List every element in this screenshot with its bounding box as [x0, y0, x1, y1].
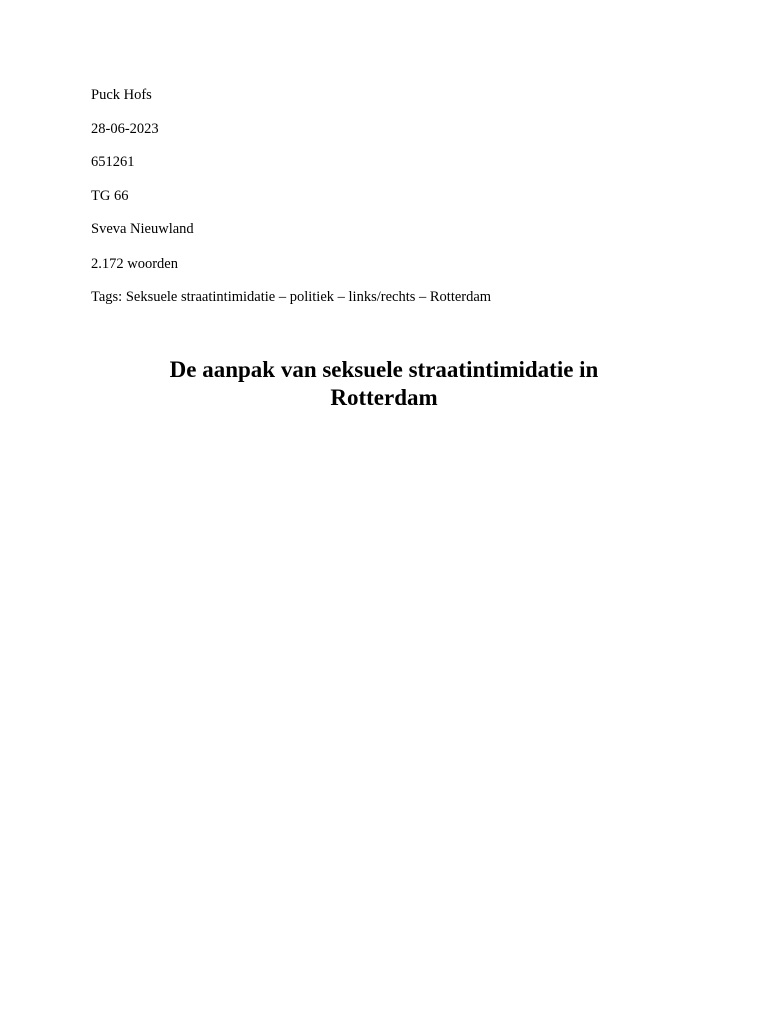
word-count: 2.172 woorden — [91, 256, 178, 272]
tags-line: Tags: Seksuele straatintimidatie – politiek – links/rechts – Rotterdam — [91, 289, 492, 305]
document-date: 28-06-2023 — [91, 121, 159, 137]
document-title — [0, 356, 768, 412]
author-name: Puck Hofs — [91, 87, 152, 103]
student-number: 651261 — [91, 154, 135, 170]
supervisor-name: Sveva Nieuwland — [91, 221, 194, 237]
title-line-2: Rotterdam — [330, 385, 438, 410]
title-line-1: De aanpak van seksuele straatintimidatie in — [169, 357, 599, 382]
group-code: TG 66 — [91, 188, 129, 204]
